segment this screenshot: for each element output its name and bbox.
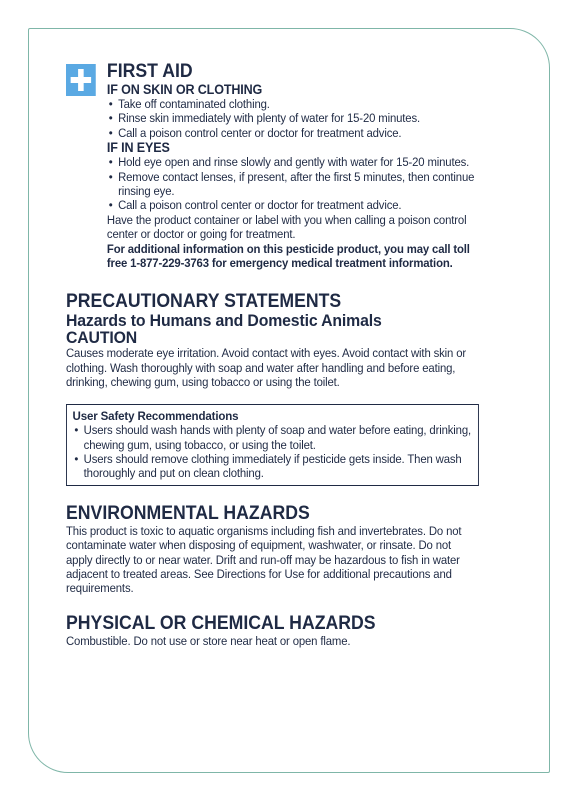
first-aid-section <box>66 62 475 270</box>
environmental-text: This product is toxic to aquatic organisms including fish and invertebrates. Do not contaminate water when disposing of equipment, washwater, or rinsate. Do not apply directly to or near water. Drift and run-off may be hazardous to fish in water adjacent to treated areas. See Directions for Use for additional precautions and requirements. <box>66 523 462 596</box>
user-safety-box <box>66 404 479 486</box>
label-content <box>66 62 475 648</box>
hotline-note: For additional information on this pesticide product, you may call toll free 1-877-229-3763 for emergency medical treatment information. <box>106 241 470 271</box>
environmental-title: ENVIRONMENTAL HAZARDS <box>66 502 310 524</box>
skin-heading: IF ON SKIN OR CLOTHING <box>106 82 263 97</box>
eyes-heading: IF IN EYES <box>106 140 170 156</box>
physical-section <box>66 614 475 648</box>
physical-title: PHYSICAL OR CHEMICAL HAZARDS <box>66 612 376 634</box>
precautionary-subtitle: Hazards to Humans and Domestic Animals <box>66 311 382 331</box>
list-item: • Call a poison control center or doctor for treatment advice. <box>107 198 475 212</box>
precautionary-text: Causes moderate eye irritation. Avoid contact with eyes. Avoid contact with skin or clothing. Wash thoroughly with soap and water after handling and before eating, drinking, chewing gum, using tobacco or using the toilet. <box>66 346 467 390</box>
list-item: • Hold eye open and rinse slowly and gently with water for 15-20 minutes. <box>107 155 475 169</box>
list-item: • Rinse skin immediately with plenty of water for 15-20 minutes. <box>107 111 475 125</box>
cross-icon <box>66 64 96 96</box>
list-item: • Remove contact lenses, if present, after the first 5 minutes, then continue rinsing eye. <box>107 170 475 199</box>
signal-word: CAUTION <box>66 328 138 348</box>
precautionary-section <box>66 292 475 389</box>
list-item: • Users should remove clothing immediately if pesticide gets inside. Then wash thoroughly and put on clean clothing. <box>73 452 473 481</box>
first-aid-note: Have the product container or label with you when calling a poison control center or doctor or going for treatment. <box>106 212 467 242</box>
first-aid-title: FIRST AID <box>106 61 193 82</box>
list-item: • Take off contaminated clothing. <box>107 97 475 111</box>
skin-list <box>107 97 475 140</box>
environmental-section <box>66 504 475 596</box>
user-safety-title: User Safety Recommendations <box>72 408 239 423</box>
physical-text: Combustible. Do not use or store near heat or open flame. <box>66 633 351 648</box>
list-item: • Users should wash hands with plenty of soap and water before eating, drinking, chewing gum, using tobacco, or using the toilet. <box>73 423 473 452</box>
user-safety-list <box>73 423 473 481</box>
eyes-list <box>107 155 475 213</box>
precautionary-title: PRECAUTIONARY STATEMENTS <box>66 291 342 313</box>
list-item: • Call a poison control center or doctor for treatment advice. <box>107 126 475 140</box>
